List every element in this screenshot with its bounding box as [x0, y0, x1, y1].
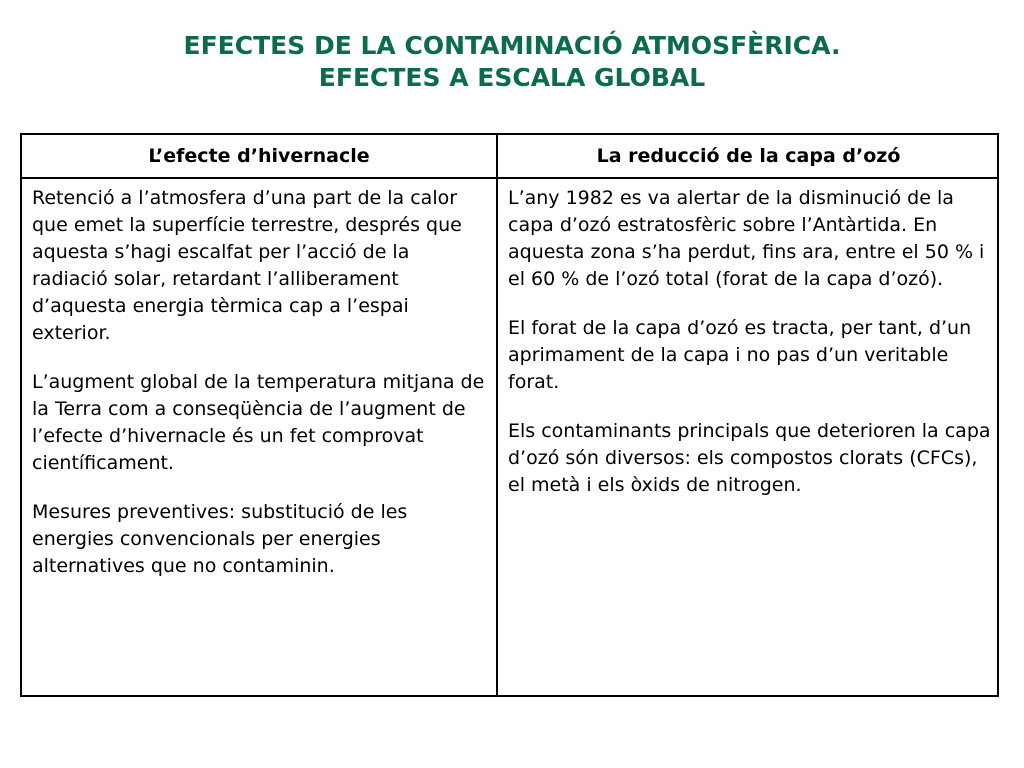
greenhouse-definition-paragraph: Retenció a l’atmosfera d’una part de la calor que emet la superfície terrestre, després que aquesta s’hagi escalfat per l’acció de la radiació solar, retardant l’alliberament d’aquesta energia tèrmica cap a l’espai exterior.: [32, 187, 462, 344]
page-title: [0, 30, 1024, 94]
title-line-1: EFECTES DE LA CONTAMINACIÓ ATMOSFÈRICA.: [183, 31, 841, 60]
greenhouse-effect-cell: [22, 179, 496, 695]
header-ozone-reduction: La reducció de la capa d’ozó: [596, 145, 901, 167]
ozone-alert-paragraph: L’any 1982 es va alertar de la disminució de la capa d’ozó estratosfèric sobre l’Antàrtida. En aquesta zona s’ha perdut, fins ara, entre el 50 % i el 60 % de l’ozó total (forat de la capa d’ozó).: [508, 187, 985, 290]
title-line-2: EFECTES A ESCALA GLOBAL: [318, 63, 706, 92]
ozone-hole-paragraph: El forat de la capa d’ozó es tracta, per tant, d’un aprimament de la capa i no pas d’un veritable forat.: [508, 317, 972, 393]
greenhouse-measures-paragraph: Mesures preventives: substitució de les energies convencionals per energies alternatives que no contaminin.: [32, 501, 408, 577]
greenhouse-temperature-paragraph: L’augment global de la temperatura mitjana de la Terra com a conseqüència de l’augment de l’efecte d’hivernacle és un fet comprovat científicament.: [32, 371, 485, 474]
ozone-reduction-cell: [498, 179, 999, 695]
table-header-row: [22, 135, 997, 179]
comparison-table: [20, 133, 999, 697]
ozone-pollutants-paragraph: Els contaminants principals que deterioren la capa d’ozó són diversos: els compostos clorats (CFCs), el metà i els òxids de nitrogen.: [508, 420, 991, 496]
header-greenhouse-effect: L’efecte d’hivernacle: [148, 145, 370, 167]
